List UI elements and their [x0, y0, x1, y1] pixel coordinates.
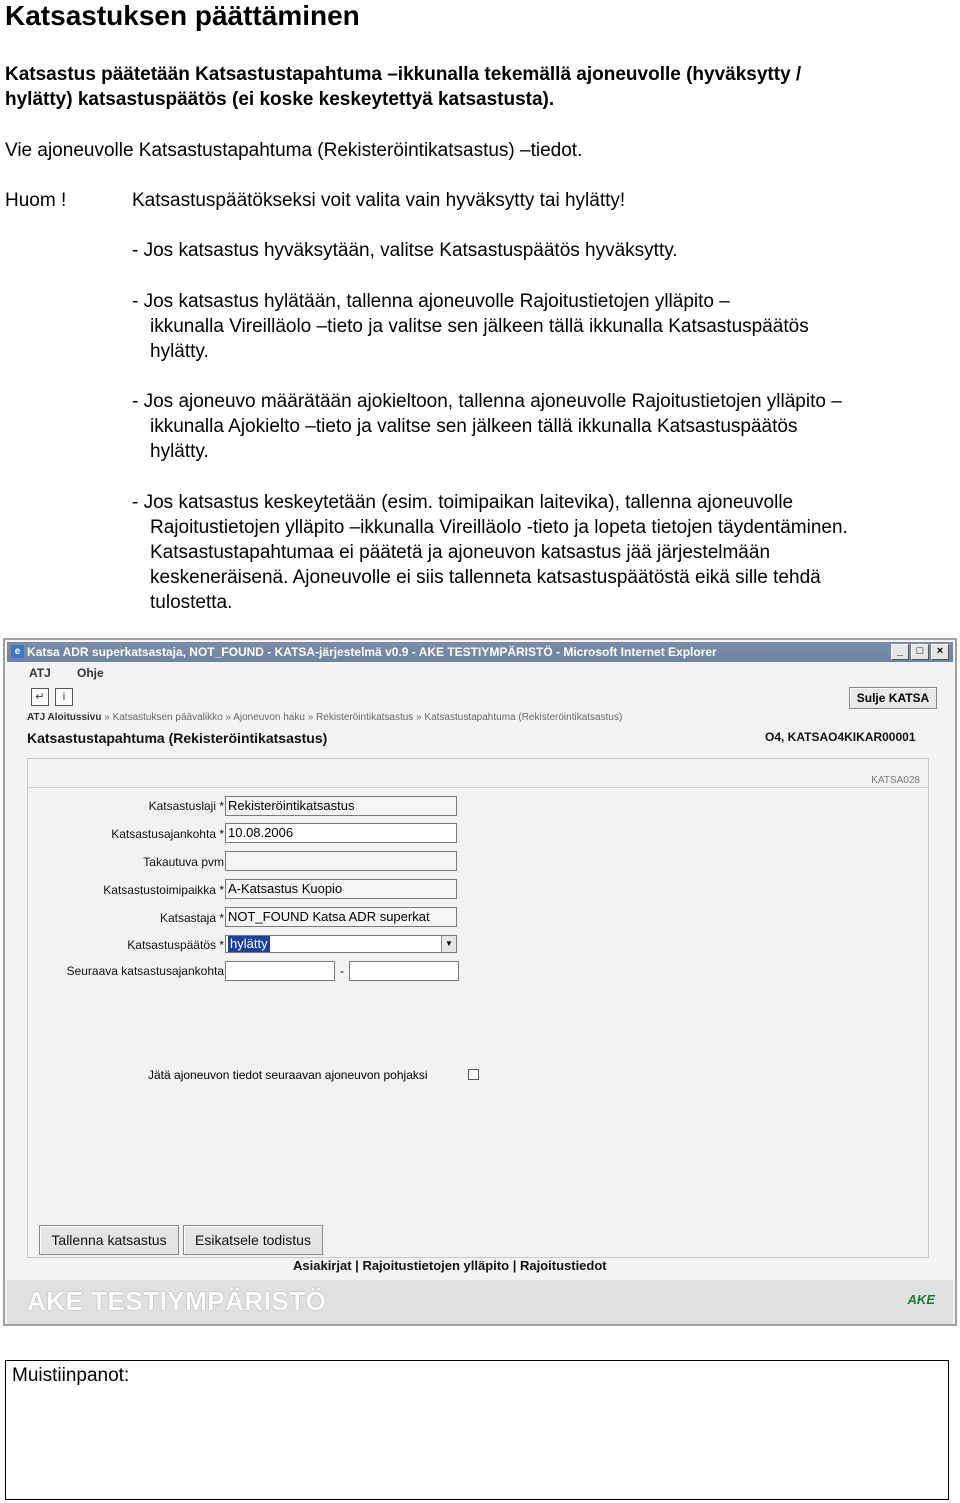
seuraava-to-field[interactable]	[349, 961, 459, 981]
link-rajoitustietojen-yllapito[interactable]: Rajoitustietojen ylläpito	[362, 1258, 510, 1273]
paatos-selected: hylätty	[230, 936, 268, 951]
chevron-down-icon[interactable]: ▼	[441, 936, 456, 952]
menu-ohje[interactable]: Ohje	[77, 666, 104, 680]
divider	[28, 787, 928, 788]
breadcrumb-path[interactable]: » Katsastuksen päävalikko » Ajoneuvon haku » Rekisteröintikatsastus » Katsastustapahtuma (Rekisteröintikatsastus)	[101, 712, 623, 723]
katsastaja-label: Katsastaja *	[159, 911, 224, 925]
bullet-line: ikkunalla Vireilläolo –tieto ja valitse sen jälkeen tällä ikkunalla Katsastuspäätös	[150, 316, 809, 337]
link-separator: |	[355, 1258, 359, 1273]
info-icon[interactable]: i	[55, 688, 73, 706]
intro-paragraph	[5, 62, 801, 112]
ie-icon: e	[11, 645, 24, 658]
checkbox-label: Jätä ajoneuvon tiedot seuraavan ajoneuvon pohjaksi	[148, 1068, 428, 1082]
bullet-driving-ban	[132, 389, 842, 464]
bullet-approved: - Jos katsastus hyväksytään, valitse Katsastuspäätös hyväksytty.	[132, 240, 678, 261]
document-heading: Katsastuksen päättäminen	[5, 0, 360, 31]
bullet-line: Rajoitustietojen ylläpito –ikkunalla Vireilläolo -tieto ja lopeta tietojen täydentäminen.	[150, 517, 848, 538]
minimize-icon[interactable]: _	[891, 644, 909, 660]
paatos-label: Katsastuspäätös *	[127, 938, 224, 952]
menu-atj[interactable]: ATJ	[29, 666, 51, 680]
katsastuslaji-field[interactable]: Rekisteröintikatsastus	[225, 796, 457, 816]
maximize-icon[interactable]: □	[911, 644, 929, 660]
bullet-interrupted	[132, 490, 848, 615]
bullet-line: Katsastustapahtumaa ei päätetä ja ajoneuvon katsastus jää järjestelmään	[150, 542, 771, 563]
window-titlebar	[7, 642, 953, 662]
ajankohta-field[interactable]: 10.08.2006	[225, 823, 457, 843]
katsastuslaji-label: Katsastuslaji *	[148, 799, 224, 813]
bullet-line: - Jos ajoneuvo määrätään ajokieltoon, tallenna ajoneuvolle Rajoitustietojen ylläpito –	[132, 391, 842, 412]
save-inspection-button[interactable]: Tallenna katsastus	[39, 1225, 179, 1255]
intro-line: Katsastus päätetään Katsastustapahtuma –ikkunalla tekemällä ajoneuvolle (hyväksytty /	[5, 64, 802, 85]
breadcrumb-home-link[interactable]: ATJ Aloitussivu	[27, 712, 102, 723]
app-screenshot	[3, 638, 957, 1326]
bullet-line: hylätty.	[150, 341, 209, 362]
bullet-line: - Jos katsastus hylätään, tallenna ajoneuvolle Rajoitustietojen ylläpito –	[132, 291, 730, 312]
preview-certificate-button[interactable]: Esikatsele todistus	[183, 1225, 323, 1255]
intro-line: hylätty) katsastuspäätös (ei koske keskeytettyä katsastusta).	[5, 89, 555, 110]
form-code: KATSA028	[871, 775, 920, 786]
back-arrow-icon[interactable]: ↵	[31, 688, 49, 706]
breadcrumb	[27, 712, 622, 723]
toimipaikka-field[interactable]: A-Katsastus Kuopio	[225, 879, 457, 899]
bullet-line: - Jos katsastus keskeytetään (esim. toimipaikan laitevika), tallenna ajoneuvolle	[132, 492, 794, 513]
takautuva-label: Takautuva pvm	[143, 855, 224, 869]
link-rajoitustiedot[interactable]: Rajoitustiedot	[519, 1258, 607, 1273]
toimipaikka-label: Katsastustoimipaikka *	[103, 883, 224, 897]
takautuva-field[interactable]	[225, 851, 457, 871]
huom-text: Katsastuspäätökseksi voit valita vain hyväksytty tai hylätty!	[132, 190, 626, 211]
notes-box[interactable]	[5, 1360, 949, 1500]
ajankohta-label: Katsastusajankohta *	[111, 827, 224, 841]
bullet-line: ikkunalla Ajokielto –tieto ja valitse sen jälkeen tällä ikkunalla Katsastuspäätös	[150, 416, 798, 437]
range-separator: -	[340, 964, 344, 978]
bullet-rejected	[132, 289, 809, 364]
seuraava-label: Seuraava katsastusajankohta	[66, 964, 224, 978]
environment-label: AKE TESTIYMPÄRISTÖ	[27, 1286, 327, 1316]
menu-bar	[7, 664, 953, 684]
ake-logo: AKE	[907, 1292, 935, 1307]
huom-label: Huom !	[5, 190, 67, 211]
bullet-line: keskeneräisenä. Ajoneuvolle ei siis tallenneta katsastuspäätöstä eikä sille tehdä	[150, 567, 821, 588]
form-panel	[27, 758, 929, 1258]
close-katsa-button[interactable]: Sulje KATSA	[849, 687, 937, 709]
link-asiakirjat[interactable]: Asiakirjat	[293, 1258, 352, 1273]
katsastaja-field[interactable]: NOT_FOUND Katsa ADR superkat	[225, 907, 457, 927]
notes-label: Muistiinpanot:	[12, 1365, 130, 1386]
bullet-line: tulostetta.	[150, 592, 233, 613]
keep-vehicle-checkbox[interactable]	[468, 1069, 479, 1080]
link-separator: |	[512, 1258, 517, 1273]
paatos-select[interactable]	[225, 935, 457, 953]
bullet-line: hylätty.	[150, 441, 209, 462]
bottom-links	[293, 1258, 607, 1273]
seuraava-from-field[interactable]	[225, 961, 335, 981]
page-code: O4, KATSAO4KIKAR00001	[765, 730, 916, 744]
app-footer	[7, 1280, 953, 1324]
close-icon[interactable]: ×	[931, 644, 949, 660]
window-title: Katsa ADR superkatsastaja, NOT_FOUND - KATSA-järjestelmä v0.9 - AKE TESTIYMPÄRISTÖ - Microsoft Internet Explorer	[27, 645, 717, 659]
step-text: Vie ajoneuvolle Katsastustapahtuma (Rekisteröintikatsastus) –tiedot.	[5, 140, 583, 161]
page-title: Katsastustapahtuma (Rekisteröintikatsastus)	[27, 730, 328, 746]
